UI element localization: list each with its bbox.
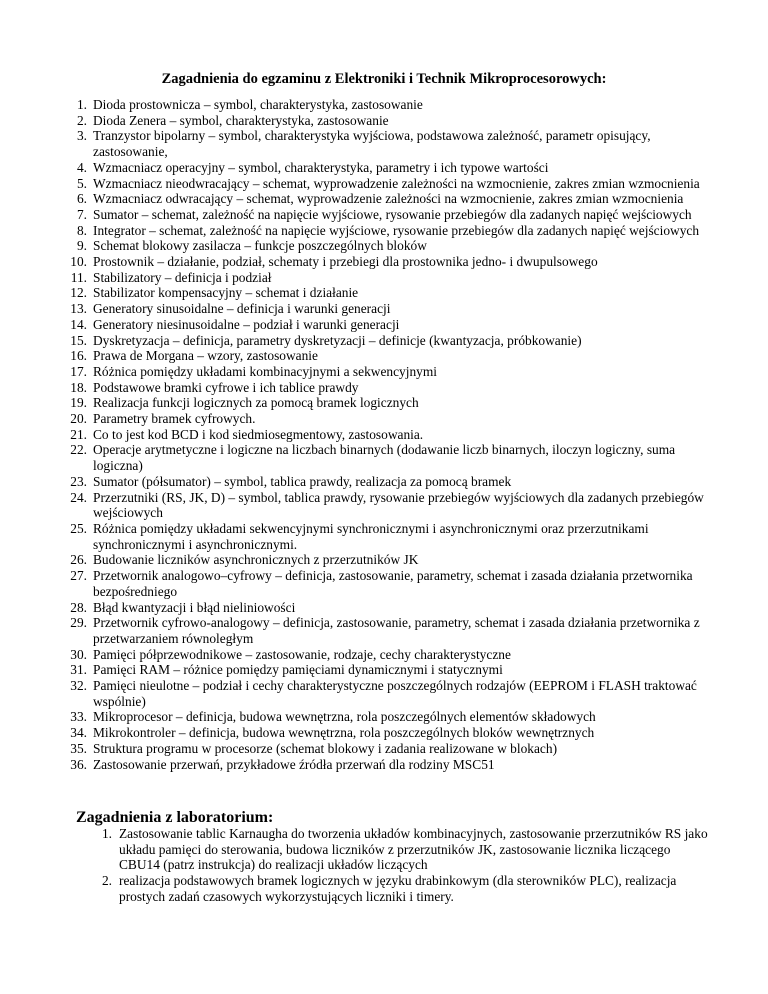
item-text: Podstawowe bramki cyfrowe i ich tablice prawdy xyxy=(93,379,359,395)
exam-topic-item xyxy=(57,615,717,646)
item-text: Generatory sinusoidalne – definicja i warunki generacji xyxy=(93,301,391,317)
item-text: Zastosowanie tablic Karnaugha do tworzenia układów kombinacyjnych, zastosowanie przerzutników RS jako układu pamięci do sterowania, budowa liczników z przerzutników JK, zastosowanie licznika liczącego CBU14 (patrz instrukcja) do realizacji układów liczących xyxy=(119,826,708,873)
exam-topic-item xyxy=(57,160,717,176)
item-text: Wzmacniacz odwracający – schemat, wyprowadzenie zależności na wzmocnienie, zakres zmian wzmocnienia xyxy=(93,191,684,207)
item-text: Różnica pomiędzy układami sekwencyjnymi synchronicznymi i asynchronicznymi oraz przerzutnikami synchronicznymi i asynchronicznymi. xyxy=(93,520,649,552)
item-number: 28. xyxy=(70,599,87,615)
item-text: Integrator – schemat, zależność na napięcie wyjściowe, rysowanie przebiegów dla zadanych napięć wejściowych xyxy=(93,222,700,238)
item-text: Dioda Zenera – symbol, charakterystyka, zastosowanie xyxy=(93,112,389,128)
item-number: 6. xyxy=(76,191,87,207)
exam-topic-item xyxy=(57,442,717,473)
item-text: Budowanie liczników asynchronicznych z przerzutników JK xyxy=(93,552,419,568)
exam-topic-item xyxy=(57,725,717,741)
item-number: 19. xyxy=(70,395,87,411)
item-text: Pamięci półprzewodnikowe – zastosowanie, rodzaje, cechy charakterystyczne xyxy=(93,646,511,662)
item-text: Dyskretyzacja – definicja, parametry dyskretyzacji – definicje (kwantyzacja, próbkowanie) xyxy=(93,332,582,348)
item-text: Operacje arytmetyczne i logiczne na liczbach binarnych (dodawanie liczb binarnych, iloczyn logiczny, suma logiczna) xyxy=(93,442,676,474)
exam-topic-item xyxy=(57,427,717,443)
item-text: Mikroprocesor – definicja, budowa wewnętrzna, rola poszczególnych elementów składowych xyxy=(93,709,596,725)
item-number: 8. xyxy=(76,222,87,238)
exam-topic-item xyxy=(57,223,717,239)
item-number: 1. xyxy=(101,826,112,841)
item-text: Sumator – schemat, zależność na napięcie wyjściowe, rysowanie przebiegów dla zadanych napięć wejściowych xyxy=(93,206,692,222)
item-text: Wzmacniacz operacyjny – symbol, charakterystyka, parametry i ich typowe wartości xyxy=(93,159,549,175)
exam-topic-item xyxy=(57,411,717,427)
item-number: 24. xyxy=(70,489,87,505)
item-text: Różnica pomiędzy układami kombinacyjnymi a sekwencyjnymi xyxy=(93,363,437,379)
item-number: 23. xyxy=(70,473,87,489)
item-number: 33. xyxy=(70,709,87,725)
item-number: 15. xyxy=(70,332,87,348)
exam-topic-item xyxy=(57,757,717,773)
exam-topic-item xyxy=(57,490,717,521)
item-text: Dioda prostownicza – symbol, charakterystyka, zastosowanie xyxy=(93,97,423,112)
exam-topic-item xyxy=(57,552,717,568)
item-number: 22. xyxy=(70,442,87,458)
item-number: 14. xyxy=(70,316,87,332)
item-text: Prostownik – działanie, podział, schematy i przebiegi dla prostownika jedno- i dwupulsowego xyxy=(93,254,598,270)
item-text: Realizacja funkcji logicznych za pomocą bramek logicznych xyxy=(93,395,419,411)
item-number: 16. xyxy=(70,348,87,364)
item-number: 4. xyxy=(76,159,87,175)
lab-topic-item xyxy=(92,873,712,904)
item-text: Struktura programu w procesorze (schemat blokowy i zadania realizowane w blokach) xyxy=(93,740,558,756)
exam-topic-item xyxy=(57,207,717,223)
item-text: Przerzutniki (RS, JK, D) – symbol, tablica prawdy, rysowanie przebiegów wyjściowych dla zadanych przebiegów wejściowych xyxy=(93,489,704,521)
item-number: 13. xyxy=(70,301,87,317)
exam-topic-item xyxy=(57,647,717,663)
item-number: 25. xyxy=(70,520,87,536)
item-number: 17. xyxy=(70,363,87,379)
item-number: 20. xyxy=(70,411,87,427)
item-number: 36. xyxy=(70,756,87,772)
item-number: 2. xyxy=(101,873,112,889)
item-number: 7. xyxy=(76,206,87,222)
item-text: Schemat blokowy zasilacza – funkcje poszczególnych bloków xyxy=(93,238,427,254)
exam-topic-item xyxy=(57,113,717,129)
item-text: Stabilizatory – definicja i podział xyxy=(93,269,272,285)
item-number: 10. xyxy=(70,254,87,270)
item-number: 11. xyxy=(70,269,87,285)
item-text: Tranzystor bipolarny – symbol, charakterystyka wyjściowa, podstawowa zależność, parametr opisujący, zastosowanie, xyxy=(93,128,651,160)
item-number: 30. xyxy=(70,646,87,662)
item-text: Prawa de Morgana – wzory, zastosowanie xyxy=(93,348,318,364)
lab-topic-item xyxy=(92,826,712,873)
exam-topic-item xyxy=(57,741,717,757)
item-number: 3. xyxy=(76,128,87,144)
exam-topic-item xyxy=(57,568,717,599)
item-number: 26. xyxy=(70,552,87,568)
exam-topic-item xyxy=(57,333,717,349)
item-text: Mikrokontroler – definicja, budowa wewnętrzna, rola poszczególnych bloków wewnętrznych xyxy=(93,725,595,741)
item-text: Pamięci RAM – różnice pomiędzy pamięciami dynamicznymi i statycznymi xyxy=(93,662,503,678)
item-number: 32. xyxy=(70,678,87,694)
item-text: Pamięci nieulotne – podział i cechy charakterystyczne poszczególnych rodzajów (EEPROM i FLASH traktować wspólnie) xyxy=(93,678,697,709)
exam-topic-item xyxy=(57,285,717,301)
exam-topic-item xyxy=(57,128,717,159)
item-number: 18. xyxy=(70,379,87,395)
item-text: Stabilizator kompensacyjny – schemat i działanie xyxy=(93,285,359,301)
item-number: 31. xyxy=(70,662,87,678)
exam-topic-item xyxy=(57,301,717,317)
exam-topic-item xyxy=(57,176,717,192)
exam-topic-item xyxy=(57,270,717,286)
item-number: 21. xyxy=(70,426,87,442)
exam-topic-item xyxy=(57,521,717,552)
exam-topic-item xyxy=(57,380,717,396)
exam-topic-item xyxy=(57,317,717,333)
exam-topic-item xyxy=(57,678,717,709)
lab-topics-list xyxy=(92,826,712,905)
item-text: Sumator (półsumator) – symbol, tablica prawdy, realizacja za pomocą bramek xyxy=(93,473,512,489)
item-text: Przetwornik cyfrowo-analogowy – definicja, zastosowanie, parametry, schemat i zasada działania przetwornika z przetwarzaniem równoległym xyxy=(93,615,700,646)
exam-topics-list xyxy=(57,97,717,772)
page-title: Zagadnienia do egzaminu z Elektroniki i Technik Mikroprocesorowych: xyxy=(161,71,607,87)
item-number: 9. xyxy=(76,238,87,254)
lab-heading: Zagadnienia z laboratorium: xyxy=(76,809,274,826)
item-text: Wzmacniacz nieodwracający – schemat, wyprowadzenie zależności na wzmocnienie, zakres zmian wzmocnienia xyxy=(93,175,700,191)
item-number: 27. xyxy=(70,568,87,584)
exam-topic-item xyxy=(57,191,717,207)
item-text: Parametry bramek cyfrowych. xyxy=(93,411,256,427)
item-text: realizacja podstawowych bramek logicznych w języku drabinkowym (dla sterowników PLC), realizacja prostych zadań czasowych wykorzystujących liczniki i timery. xyxy=(119,873,677,904)
item-text: Błąd kwantyzacji i błąd nieliniowości xyxy=(93,599,296,615)
exam-topic-item xyxy=(57,348,717,364)
exam-topic-item xyxy=(57,395,717,411)
exam-topic-item xyxy=(57,97,717,113)
item-text: Co to jest kod BCD i kod siedmiosegmentowy, zastosowania. xyxy=(93,426,424,442)
item-number: 34. xyxy=(70,725,87,741)
exam-topic-item xyxy=(57,600,717,616)
item-text: Generatory niesinusoidalne – podział i warunki generacji xyxy=(93,316,400,332)
exam-topic-item xyxy=(57,474,717,490)
item-number: 2. xyxy=(76,112,87,128)
exam-topic-item xyxy=(57,238,717,254)
item-text: Zastosowanie przerwań, przykładowe źródła przerwań dla rodziny MSC51 xyxy=(93,756,495,772)
item-number: 35. xyxy=(70,740,87,756)
item-text: Przetwornik analogowo–cyfrowy – definicja, zastosowanie, parametry, schemat i zasada działania przetwornika bezpośredniego xyxy=(93,568,693,599)
item-number: 1. xyxy=(76,97,87,112)
exam-topic-item xyxy=(57,662,717,678)
item-number: 12. xyxy=(70,285,87,301)
exam-topic-item xyxy=(57,709,717,725)
exam-topic-item xyxy=(57,254,717,270)
exam-topic-item xyxy=(57,364,717,380)
item-number: 29. xyxy=(70,615,87,631)
item-number: 5. xyxy=(76,175,87,191)
